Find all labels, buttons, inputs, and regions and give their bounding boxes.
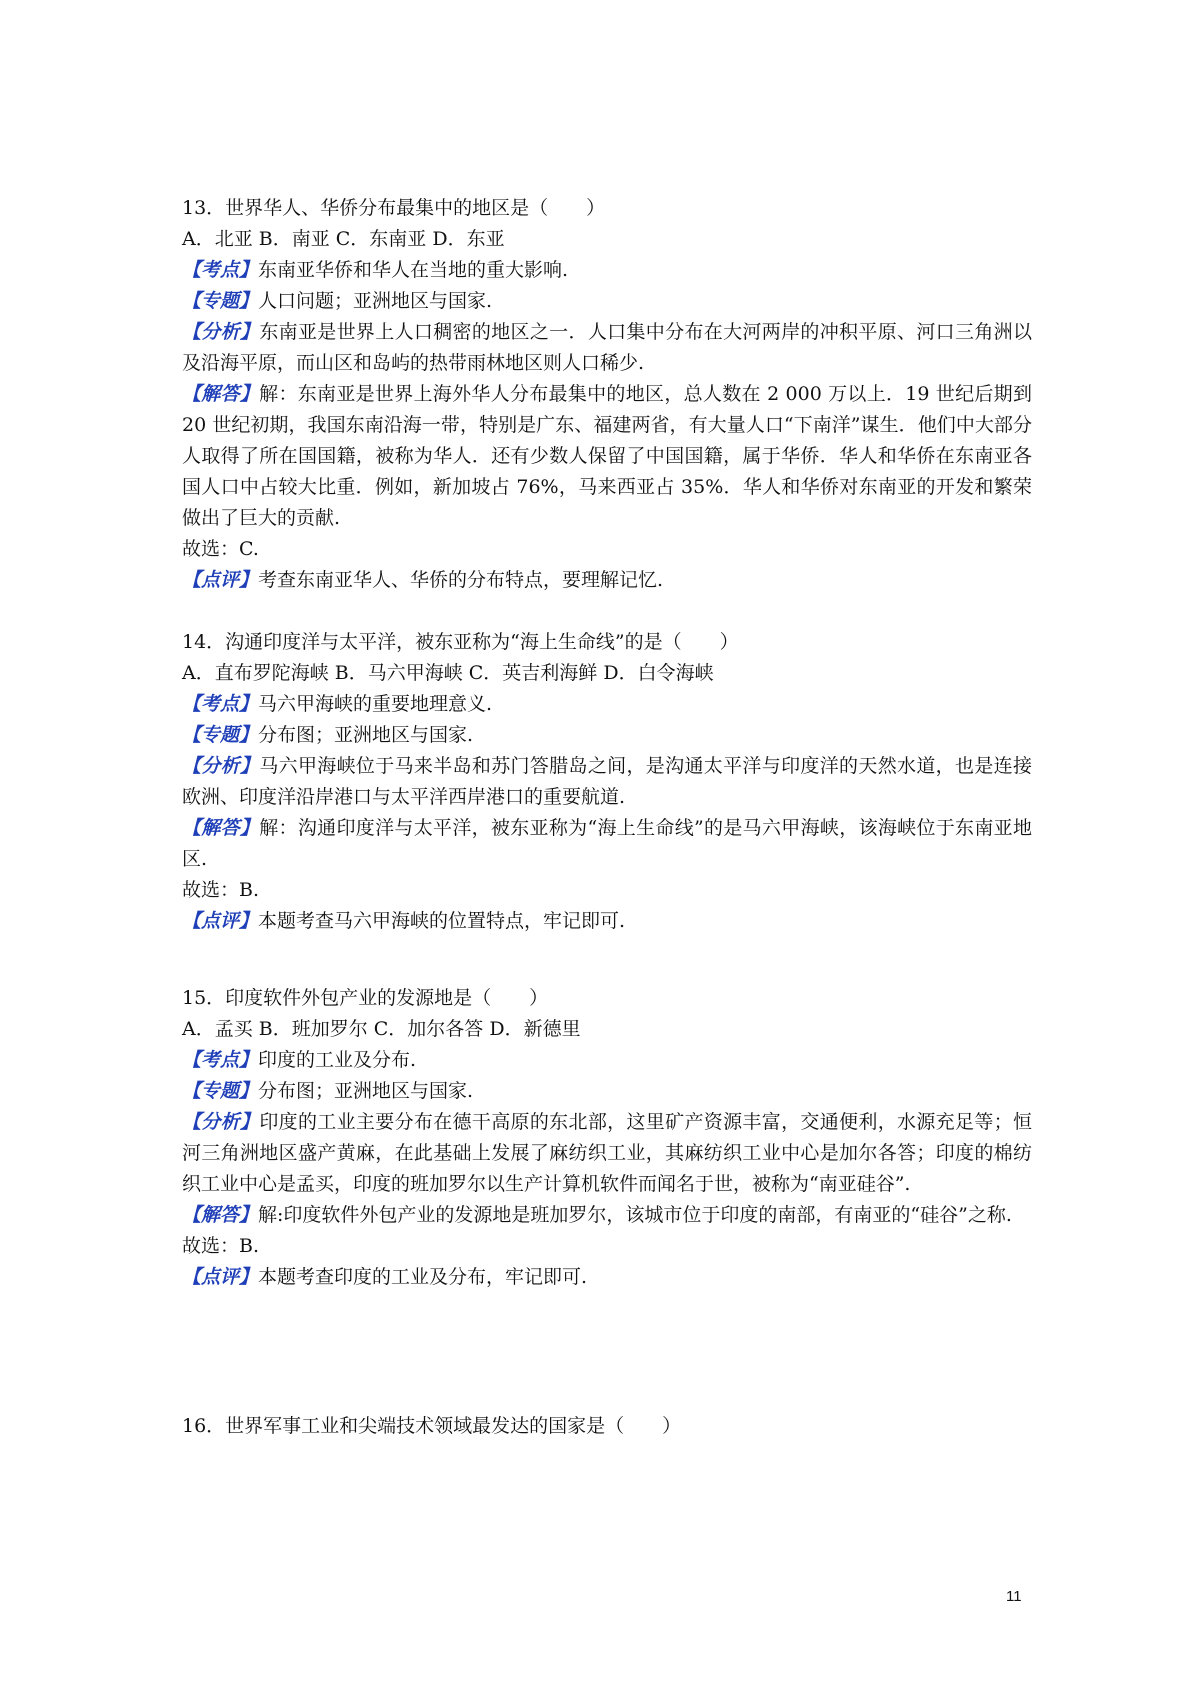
fenxi-text: 马六甲海峡位于马来半岛和苏门答腊岛之间，是沟通太平洋与印度洋的天然水道，也是连接欧洲、印度洋沿岸港口与太平洋西岸港口的重要航道. — [182, 755, 1032, 808]
kaodian-text: 东南亚华侨和华人在当地的重大影响. — [258, 259, 569, 281]
question-stem: 15．印度软件外包产业的发源地是（ ） — [182, 987, 549, 1009]
page-number: 11 — [1006, 1588, 1022, 1605]
dianping-row — [182, 906, 1032, 937]
dianping-label: 【点评】 — [182, 1266, 259, 1288]
jieda-text: 解：东南亚是世界上海外华人分布最集中的地区，总人数在 2 000 万以上．19 世纪后期到 20 世纪初期，我国东南沿海一带，特别是广东、福建两省，有大量人口“下南洋”谋生．他们中大部分人取得了所在国国籍，被称为华人．还有少数人保留了中国国籍，属于华侨．华人和华侨在东南亚各国人口中占较大比重．例如，新加坡占 76%，马来西亚占 35%．华人和华侨对东南亚的开发和繁荣做出了巨大的贡献. — [182, 383, 1032, 529]
kaodian-text: 印度的工业及分布. — [258, 1049, 417, 1071]
zhuanti-row — [182, 1076, 1032, 1107]
fenxi-text: 印度的工业主要分布在德干高原的东北部，这里矿产资源丰富，交通便利，水源充足等；恒河三角洲地区盛产黄麻，在此基础上发展了麻纺织工业，其麻纺织工业中心是加尔各答；印度的棉纺织工业中心是孟买，印度的班加罗尔以生产计算机软件而闻名于世，被称为“南亚硅谷”. — [182, 1111, 1032, 1195]
answer-line: 故选：C. — [182, 538, 259, 560]
jieda-row — [182, 813, 1032, 875]
answer-options: A．直布罗陀海峡 B．马六甲海峡 C．英吉利海鲜 D．白令海峡 — [182, 662, 714, 684]
zhuanti-label: 【专题】 — [182, 290, 259, 312]
jieda-row — [182, 1200, 1032, 1231]
fenxi-row — [182, 1107, 1032, 1200]
jieda-label: 【解答】 — [182, 1204, 259, 1226]
zhuanti-text: 分布图；亚洲地区与国家. — [258, 1080, 474, 1102]
zhuanti-text: 人口问题；亚洲地区与国家. — [258, 290, 493, 312]
dianping-label: 【点评】 — [182, 569, 259, 591]
kaodian-label: 【考点】 — [182, 259, 259, 281]
zhuanti-text: 分布图；亚洲地区与国家. — [258, 724, 474, 746]
fenxi-label: 【分析】 — [182, 1111, 260, 1133]
fenxi-label: 【分析】 — [182, 755, 260, 777]
jieda-label: 【解答】 — [182, 817, 260, 839]
zhuanti-row — [182, 720, 1032, 751]
question-13 — [182, 193, 1032, 596]
kaodian-text: 马六甲海峡的重要地理意义. — [258, 693, 493, 715]
question-14 — [182, 627, 1032, 937]
kaodian-row — [182, 1045, 1032, 1076]
dianping-row — [182, 1262, 1032, 1293]
fenxi-label: 【分析】 — [182, 321, 260, 343]
question-stem: 16．世界军事工业和尖端技术领域最发达的国家是（ ） — [182, 1415, 682, 1437]
kaodian-label: 【考点】 — [182, 693, 259, 715]
answer-line: 故选：B. — [182, 1235, 260, 1257]
dianping-text: 本题考查印度的工业及分布，牢记即可. — [258, 1266, 588, 1288]
zhuanti-label: 【专题】 — [182, 724, 259, 746]
answer-options: A．孟买 B．班加罗尔 C．加尔各答 D．新德里 — [182, 1018, 581, 1040]
dianping-text: 考查东南亚华人、华侨的分布特点，要理解记忆. — [258, 569, 664, 591]
jieda-text: 解：沟通印度洋与太平洋，被东亚称为“海上生命线”的是马六甲海峡，该海峡位于东南亚地区. — [182, 817, 1032, 870]
dianping-text: 本题考查马六甲海峡的位置特点，牢记即可. — [258, 910, 626, 932]
dianping-row — [182, 565, 1032, 596]
kaodian-row — [182, 255, 1032, 286]
jieda-row — [182, 379, 1032, 534]
fenxi-row — [182, 751, 1032, 813]
question-stem: 13．世界华人、华侨分布最集中的地区是（ ） — [182, 197, 606, 219]
jieda-label: 【解答】 — [182, 383, 260, 405]
jieda-text: 解:印度软件外包产业的发源地是班加罗尔，该城市位于印度的南部，有南亚的“硅谷”之称. — [258, 1204, 1012, 1226]
kaodian-label: 【考点】 — [182, 1049, 259, 1071]
answer-line: 故选：B. — [182, 879, 260, 901]
dianping-label: 【点评】 — [182, 910, 259, 932]
zhuanti-label: 【专题】 — [182, 1080, 259, 1102]
fenxi-row — [182, 317, 1032, 379]
question-stem: 14．沟通印度洋与太平洋，被东亚称为“海上生命线”的是（ ） — [182, 631, 739, 653]
fenxi-text: 东南亚是世界上人口稠密的地区之一．人口集中分布在大河两岸的冲积平原、河口三角洲以及沿海平原，而山区和岛屿的热带雨林地区则人口稀少. — [182, 321, 1032, 374]
question-15 — [182, 983, 1032, 1293]
kaodian-row — [182, 689, 1032, 720]
answer-options: A．北亚 B．南亚 C．东南亚 D．东亚 — [182, 228, 505, 250]
question-16 — [182, 1411, 1032, 1442]
zhuanti-row — [182, 286, 1032, 317]
